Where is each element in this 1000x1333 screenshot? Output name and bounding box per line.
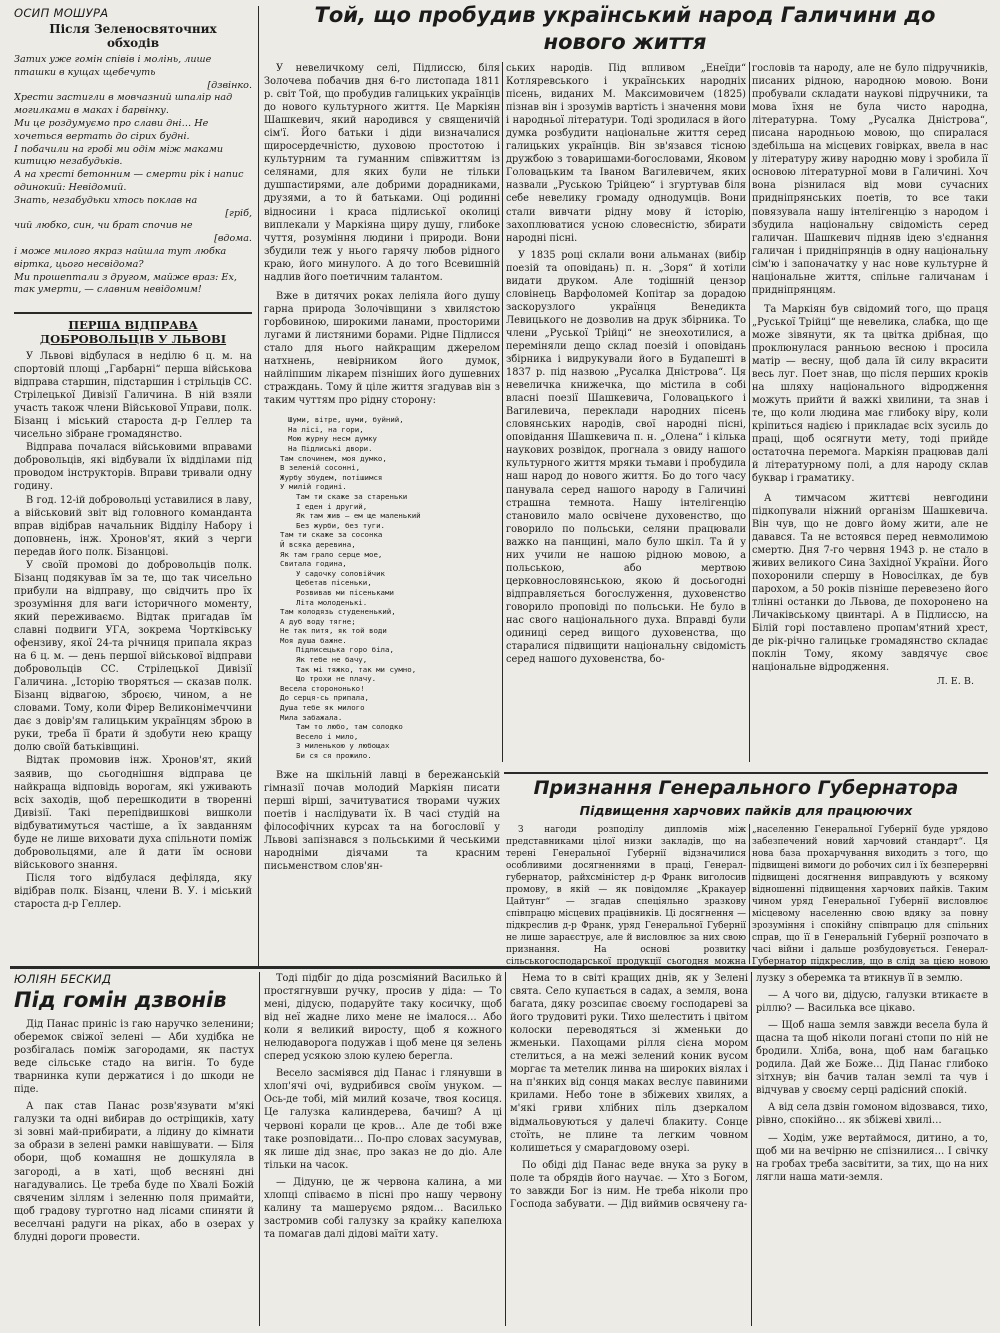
shashkevych-col3: [752, 62, 988, 766]
volunteers-article: [14, 318, 252, 968]
poem-author: ОСИП МОШУРА: [14, 6, 109, 20]
column-rule: [751, 972, 752, 1326]
poem-line: Ми це роздумуємо про слави дні… Не хочеться вертать до сірих будні.: [14, 117, 209, 142]
paragraph: У невеличкому селі, Підлиссю, біля Золочева побачив дня 6-го листопада 1811 р. світ Той, що пробудив галицьких українців до нового культурного життя. Це Маркіян Шашкевич, який народився у священичій сім'ї. Його батьки і діди визначалися щиросердечністю, духовою простотою і культурним та гуманним співжиттям із селянами, для яких були не тільки душпастирями, але добрими дорадниками, друзями, а то й батьками. Оці родинні відносини і краса підлиської околиці виплекали у Маркіяна щиру душу, глибоке чуття, розуміння людини і природи. Вони збудили теж у нього гарячу любов рідного краю, його минулого. А до того Всевишній надлив його поетичним талантом.: [264, 63, 500, 283]
paragraph: — А чого ви, дідусю, галузки втикаєте в ріллю? — Василька все цікаво.: [756, 990, 988, 1015]
shashkevych-col1: [264, 62, 500, 972]
governor-subtitle: Підвищення харчових пайків для працюючих: [579, 803, 913, 818]
poem-title: Після Зеленосвяточних обходів: [49, 22, 217, 50]
column-rule: [258, 6, 259, 966]
column-rule: [259, 972, 260, 1326]
paragraph: „населенню Генеральної Губернії буде урядово забезпечений новий харчовий стандарт“. Ця нова база прохарчування виходить з того, що підвищені вимоги до робочих сил і їх безперервні підвищені досягнення виправдують у всякому відношенні підвищення харчових пайків. Таким чином уряд Генеральної Губернії висловлює місцевому населенню свою вдяку за повну зрозуміння і спокійну співпрацю для спільних справ, що її в Генеральній Губернії розпочато в часі війни і дальше розбудовується. Генерал-Губернатор підкреслив, що в слід за цією новою: [752, 825, 988, 966]
paragraph: У 1835 році склали вони альманах (вибір поезій та оповідань) п. н. „Зоря“ й хотіли видати друком. Але тодішній цензор словінець Варфоломей Копітар за дорадою заскорузлого українця Венедикта Левицького не дозволив на друк збірника. То члени „Руської Трійці“ не знеохотилися, а переміняли дещо склад поезій і оповідань збірника і видрукували його в Будапешті в 1837 р. під назвою „Русалка Дністрова“. Ця невеличка книжечка, що містила в собі власні поезії Шашкевича, Головацького і Вагилевича, переклади народних пісень словянських народів, свої народні пісні, оповідання Шашкевича п. н. „Олена“ і кілька наукових розвідок, прогнала з овиду нашого культурного життя мряки тьмави і пробудила наш народ до нового життя. Бо до того часу панувала серед нашого народу в Галичині страшна темнота. Нашу інтелігенцію становило мало освічене духовенство, що говорило по польськи, селяни працювали важко на панщині, мало було шкіл. Та й у них учили не нашою рідною мовою, а польською, або мертвою церковнословянською, якою й досьогодні відправляється богослуження, духовенство говорило проповіді по польськи. Не було в нас свого національного духа. Вправді були одиниці серед вищого духовенства, що старалися підвищити національну свідомість серед нашого духовенства, бо-: [506, 249, 746, 666]
column-rule: [749, 824, 750, 964]
paragraph: У своїй промові до добровольців полк. Бізанц подякував їм за те, що так чисельно прибули на відправу, що свідчить про їх зрозуміння для ваги історичного моменту, який переживаємо. Відтак пригадав їм славні подвиги УГА, зокрема Чортківську офензиву, якої 24-та річниця припала якраз на 6 ц. м. — день першої військової відправи добровольців СС. Стрілецької Дивізії Галичина. „Історію творяться — сказав полк. Бізанц відвагою, зброєю, чином, а не словами. Тому, коли Фірер Великонімеччини дає з довір'ям галицьким українцям зброю в руки, треба її брати й здобути нею кращу долю своїй батьківщині.: [14, 559, 252, 754]
divider: [504, 772, 988, 774]
column-rule: [749, 62, 750, 762]
bells-title: Під гомін дзвонів: [14, 988, 227, 1012]
governor-col1: [506, 824, 746, 966]
poem-line: [дзвінко.: [207, 79, 252, 91]
poem-line: А на хресті бетонним — смерти рік і напис одинокий: Невідомий.: [14, 169, 244, 193]
shashkevych-title: Той, що пробудив український народ Галичини до нового життя: [314, 3, 936, 54]
poem-line: Затих уже гомін співів і молінь, лише пташки в кущах щебечуть: [14, 54, 212, 78]
divider: [14, 312, 252, 314]
paragraph: Весело засміявся дід Панас і глянувши в хлоп'ячі очі, вудрибився своїм унуком. — Ось-де тобі, мій милий козаче, твоя косиця. Це галузка калиндерева, бачиш? А ці червоні корали це кров… Але де тобі вже таке розповідати… По-про словах засумував, як лише дід знає, про заказ не до діо. Але тільки на часок.: [264, 1068, 502, 1171]
signature: Л. Е. В.: [936, 676, 974, 688]
paragraph: лузку з оберемка та втикнув її в землю.: [756, 973, 963, 984]
poem-line: і може милого якраз найшла тут любка віртка, цього несвідома?: [14, 245, 227, 270]
bells-col1: [14, 972, 254, 1328]
bells-col4: [756, 972, 988, 1328]
poem-line: [гріб,: [225, 207, 252, 219]
column-rule: [502, 62, 503, 762]
paragraph: Вже в дитячих роках леліяла його душу гарна природа Золочівщини з хвилястою горбовиною, широкими ланами, просторими лугами й листяними борами. Рідне Підлисся стало для нього найкращим джерелом натхнень, невірником його думок, найліпшим лікарем пізніших його душевних страждань. Тому й ціле життя згадував він з таким чуттям про рідну сторону:: [264, 290, 500, 407]
volunteers-body: [14, 350, 252, 911]
shashkevych-verse: Шуми, вітре, шуми, буйний, На лісі, на гори, Мою журну несм думку На Підлиські двори. Там спочинем, моя думко, В зеленій сосонні, Журбу збудем, потішимся У милій годині. Там ти скаже за стареньки І еден і другий, Як там жив — ем ще маленький Без журби, без туги. Там ти скаже за сосонка Й всяка деревина, Як там грало серце мое, Свитала година, У садочку соловійчик Щебетав пісеньки, Розвивав ми пісеньками Літа молоденькі. Там колодязь студененький, А дуб воду тягне; Не так питя, як той води Моя душа бажне. Підлисецька горо біла, Як тебе не бачу, Так мі тяжко, так ми сумно, Що трохи не плачу. Весела сторононько! До серця-сь припала, Душа тебе як милого Мила забажала. Там то любо, там солодко Весело і мило, З миленькою у любощах Би ся ся прожило.: [280, 415, 421, 760]
governor-col2: [752, 824, 988, 966]
divider: [10, 966, 990, 969]
paragraph: У Львові відбулася в неділю 6 ц. м. на спортовій площі „Гарбарні“ перша військова відправа старшин, підстаршин і стрільців СС. Стрілецької Дивізії Галичина. В ній взяли участь також члени Військової Управи, полк. Бізанц і міський староста д-р Геллер та чисельно зібране громадянство.: [14, 351, 252, 441]
paragraph: Відтак промовив інж. Хронов'ят, який заявив, що сьогоднішня відправа це найкраща відповідь ворогам, які уживають всіх заходів, щоб перешкодити в творенні Дивізії. Такі перепідвишкові вишколи відбуватимуться частіше, а їх завданням буде не лише виховати духа спільноти поміж добровольцями, але й дати їм основи військового знання.: [14, 755, 252, 871]
paragraph: Після того відбулася дефіляда, яку відібрав полк. Бізанц, члени В. У. і міський староста д-р Геллер.: [14, 872, 252, 910]
poem-line: [вдома.: [214, 233, 252, 245]
bells-col3: [510, 972, 748, 1328]
poem-line: Ми прошептали з другом, майже враз: Ех, так умерти, — славним невідомим!: [14, 271, 237, 296]
poem-line: чий любко, син, чи брат спочив не: [14, 220, 193, 232]
shashkevych-col2: [506, 62, 746, 766]
paragraph: А від села дзвін гомоном відозвався, тихо, рівно, спокійно… як збіжеві хвилі…: [756, 1102, 988, 1127]
paragraph: З нагоди розподілу дипломів між представниками цілої низки закладів, що на терені Генеральної Губернії відзначилися особливими досягненнями в праці, Генерал-губернатор, райхсміністер д-р Франк виголосив промову, в якій — як повідомляє „Кракауер Цайтунг“ — згадав спеціяльно зразкову співпрацю місцевих працівників. Ці досягнення — підкреслив д-р Франк, уряд Генеральної Губернії не лише зараєструє, але й висловлює за них свою признання. На основі розвитку сільськогосподарської продукції сьогодня можна: [506, 825, 746, 966]
paragraph: — Ходім, уже вертаймося, дитино, а то, щоб ми на вечірню не спізнилися… І свічку на гробах треба засвітити, за тих, що на них лягли наша мати-земля.: [756, 1132, 988, 1183]
paragraph: Та Маркіян був свідомий того, що праця „Руської Трійці“ ще невелика, слабка, що ще може зівянути, як та цвітка дрібная, що проклюнулася ранньою весною і просила матір — весну, щоб дала їй силу вкрасити весь луг. Поет знав, що після перших кроків на шляху національного відродження можуть прийти й важкі хвилини, та знав і те, що коли людина має глибоку віру, коли кріпиться надією і прикладає всіх зусиль до праці, щоб осягнути мету, тоді прийде остаточна перемога. Маркіян працював далі й літературному полі, а для народу склав буквар і граматику.: [752, 303, 988, 485]
poem-line: Знать, незабудьки хтось поклав на: [14, 194, 198, 206]
poem-body: [14, 54, 252, 297]
poem-line: Хрести застигли в мовчазний шпалір над могилками в маках і барвінку.: [14, 92, 233, 117]
paragraph: А пак став Панас розв'язувати м'які галузки та одні вибирав до остріщиків, хату зі зовні май-прибирати, а лідину до кімнати за образи в зелені рамки навішувати. — Біля обори, щоб комашня не дошкуляла в загороді, а в хаті, щоб весняні дні нагадувались. Це треба буде по Хвалі Божій свяченим зіллям і зеленню поля примайти, щоб градову турготно над лісами спиняти й веселчані радуги на ріках, або в озерах у блудні дороги провести.: [14, 1101, 254, 1243]
paragraph: По обіді дід Панас веде внука за руку в поле та обрядів його научає. — Хто з Богом, то завжди Бог із ним. Не треба ніколи про Господа забувати. — Дід виймив освячену га-: [510, 1159, 748, 1210]
poem-section: [14, 6, 252, 308]
volunteers-title: ПЕРША ВІДПРАВА ДОБРОВОЛЬЦІВ У ЛЬВОВІ: [39, 318, 227, 346]
paragraph: ських народів. Під впливом „Енеїди“ Котляревського і українських народніх пісень, виданих М. Максимовичем (1825) пізнав він і зрозумів вартість і значення мови і народньої літератури. Тоді зродилася в його думка розбудити національне життя серед галицьких українців. Він зв'язався тісною дружбою з товаришами-богословами, Яковом Головацьким та Іваном Вагилевичем, яких назвали „Руською Трійцею“ і згуртував біля себе невелику громаду однодумців. Вони стали вивчати рідну мову й історію, захоплюватися усною словесністю, збирати народні пісні.: [506, 63, 746, 244]
paragraph: А тимчасом життєві невгодини підкопували ніжний організм Шашкевича. Він чув, що не довго йому жити, але не давався. Та не встоявся перед невмолимою смертю. Дня 7-го червня 1943 р. не стало в живих великого Сина Західної України. Його похоронили спершу в Новосілках, де був парохом, а 50 років пізніше перевезено його тлінні останки до Львова, де похоронено на Личаківському цвинтарі. А в Підлиссю, на Білій горі поставлено пропам'ятний хрест, де рік-річно галицьке громадянство складає поклін Тому, якому завдячує своє національне відродження.: [752, 492, 988, 674]
paragraph: гословів та народу, але не було підручників, писаних рідною, народною мовою. Вони пробували складати наукові підручники, та мова їхня не була чисто народна, літературна. Тому „Русалка Дністрова“, писана народньою мовою, що спиралася здебільша на місцевих говірках, ввела в нас у літературу живу народню мову і зробила її основою літературної мови в Галичині. Хоч вона різнилася від мови сучасних придніпрянських поетів, то все таки повязувала нашу інтелігенцію з народом і збудила національну свідомість серед галичан. Шашкевич підняв ідею з'єднання галичан і придніпрянців в одну національну сім'ю і запоначатку у нас нове культурне й національне життя, спільне галичанам і придніпрянцям.: [752, 63, 988, 296]
bells-author: ЮЛІЯН БЕСКИД: [14, 972, 112, 986]
paragraph: Нема то в світі кращих днів, як у Зелені свята. Село купається в садах, а земля, вона багата, дяку розсипає своєму господареві за його трудовиті руки. Тихо шелестить і цвітом колоски переводяться зі жменьки до жменьки. Пахощами рілля сієна мором стелиться, а на межі зелений коник вусом моргає та метелик линва на широких віялах і на п'янких від сонця маках веслує павиними крилами. Небо тоне в збіжевих хвилях, а м'які гриви хлібних піль дзеркалом відмальовуються у далечі блакиту. Сонце стоїть, не плине та легким човном колишеться у смарагдовому озері.: [510, 973, 748, 1154]
paragraph: Відправа почалася військовими вправами добровольців, які відбували їх відділами під проводом інструкторів. Вправи тривали одну годину.: [14, 442, 252, 493]
paragraph: — Щоб наша земля завжди весела була й щасна та щоб ніколи погані стопи по ній не бродили. Хліба, вона, щоб нам багацько родила. Дай же Боже… Дід Панас глибоко зітхнув; він бачив талан землі та чув і відчував у своєму серці радісний спокій.: [756, 1020, 988, 1097]
poem-line: І побачили на гробі ми одім між маками китицю незабудьків.: [14, 143, 224, 168]
paragraph: — Дідуню, це ж червона калина, а ми хлопці співаємо в пісні про нашу червону калину та машеруємо рядом… Василько застромив собі галузку за крайку капелюха та помагав далі дідові маїти хату.: [264, 1176, 502, 1240]
paragraph: В год. 12-ій добровольці уставилися в лаву, а військовий звіт від головного команданта вправ відібрав начальник Відділу Набору і доповнень, інж. Хронов'ят, який з черги передав його полк. Бізанцові.: [14, 494, 252, 558]
column-rule: [505, 972, 506, 1326]
governor-title: Признання Генерального Губернатора: [533, 777, 959, 799]
paragraph: Тоді підбіг до діда розсміяний Василько й простягнувши ручку, просив у діда: — То мені, дідусю, подаруйте таку косичку, щоб від неї жадне лихо мене не імалося… Або коли я великий виросту, щоб я кожного нелюдаворога подужав і щоб мене ця зелень сперед усякою злою кулею берегла.: [264, 973, 502, 1063]
paragraph: Дід Панас приніс із гаю наручко зеленини; оберемок свіжої зелені — Аби худібка не розбігалась поміж загородами, як пастух веде сільське стадо на вигін. То буде тварнинка купи держатися і до шкоди не піде.: [14, 1019, 254, 1096]
bells-col2: [264, 972, 502, 1328]
paragraph: Вже на шкільній лавці в бережанській гімназії почав молодий Маркіян писати перші вірші, зачитуватися творами чужих поетів і наслідувати їх. В часі студій на філософічних курсах та на богословії у Львові запізнався з польськими й чеськими народніми діячами та красним письменством слов'ян-: [264, 769, 500, 872]
